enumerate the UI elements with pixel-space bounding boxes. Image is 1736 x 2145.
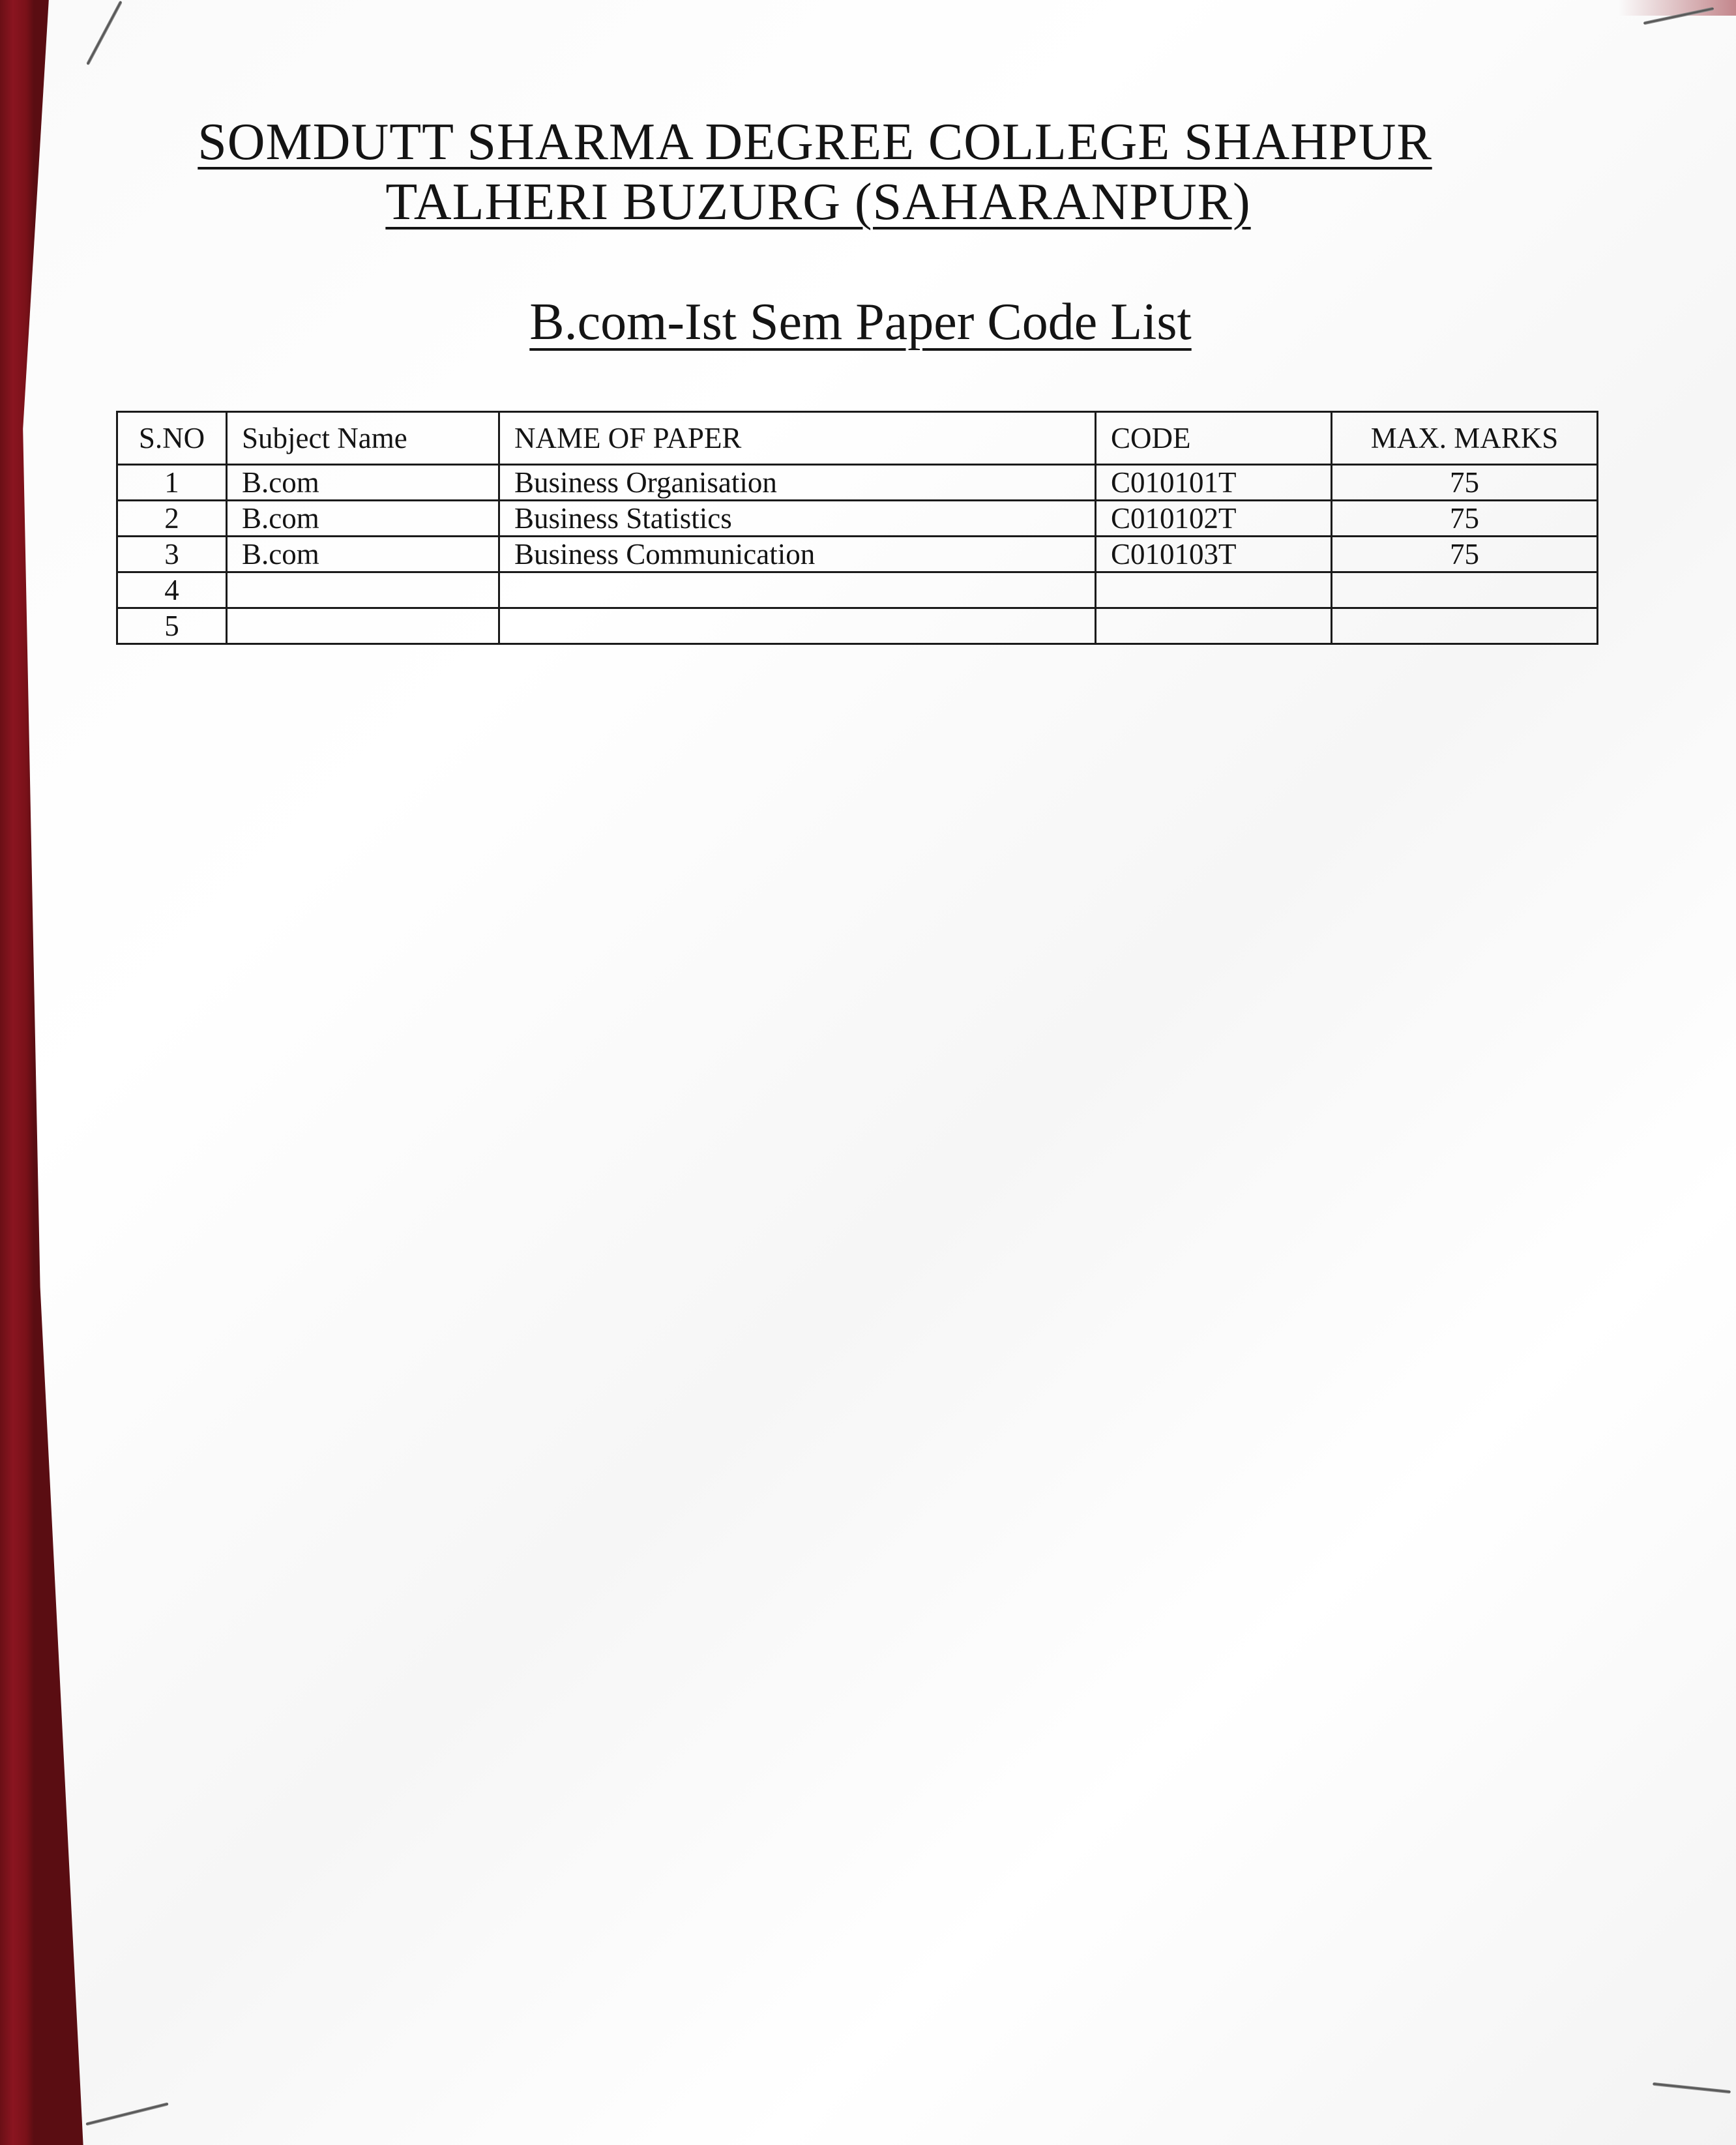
cell-paper-name: Business Communication: [499, 537, 1096, 572]
cell-code: [1096, 608, 1332, 644]
table-row: [117, 572, 1598, 608]
document-title: B.com-Ist Sem Paper Code List: [529, 293, 1192, 351]
cell-paper-name: Business Organisation: [499, 465, 1096, 501]
column-header-code: CODE: [1096, 412, 1332, 465]
cell-subject: B.com: [227, 465, 499, 501]
cell-code: C010103T: [1096, 537, 1332, 572]
cell-code: [1096, 572, 1332, 608]
cell-paper-name: [499, 572, 1096, 608]
cell-max-marks: 75: [1332, 537, 1598, 572]
edge-tint: [1619, 0, 1736, 16]
table-row: [117, 608, 1598, 644]
cell-code: C010101T: [1096, 465, 1332, 501]
cell-subject: [227, 572, 499, 608]
cell-subject: B.com: [227, 537, 499, 572]
cell-subject: B.com: [227, 501, 499, 537]
cell-sno: 2: [117, 501, 227, 537]
cell-max-marks: 75: [1332, 465, 1598, 501]
college-name-line1: SOMDUTT SHARMA DEGREE COLLEGE SHAHPUR: [198, 113, 1432, 171]
cell-max-marks: [1332, 608, 1598, 644]
cell-subject: [227, 608, 499, 644]
cell-max-marks: [1332, 572, 1598, 608]
cell-max-marks: 75: [1332, 501, 1598, 537]
paper-code-table: [116, 411, 1598, 645]
table-row: [117, 537, 1598, 572]
table-row: [117, 501, 1598, 537]
cell-paper-name: [499, 608, 1096, 644]
cell-paper-name: Business Statistics: [499, 501, 1096, 537]
cell-sno: 3: [117, 537, 227, 572]
column-header-sno: S.NO: [117, 412, 227, 465]
college-name-line2: TALHERI BUZURG (SAHARANPUR): [385, 173, 1251, 231]
table-row: [117, 465, 1598, 501]
cell-code: C010102T: [1096, 501, 1332, 537]
column-header-max-marks: MAX. MARKS: [1332, 412, 1598, 465]
column-header-paper: NAME OF PAPER: [499, 412, 1096, 465]
cell-sno: 5: [117, 608, 227, 644]
cell-sno: 4: [117, 572, 227, 608]
column-header-subject: Subject Name: [227, 412, 499, 465]
table-header-row: [117, 412, 1598, 465]
cell-sno: 1: [117, 465, 227, 501]
